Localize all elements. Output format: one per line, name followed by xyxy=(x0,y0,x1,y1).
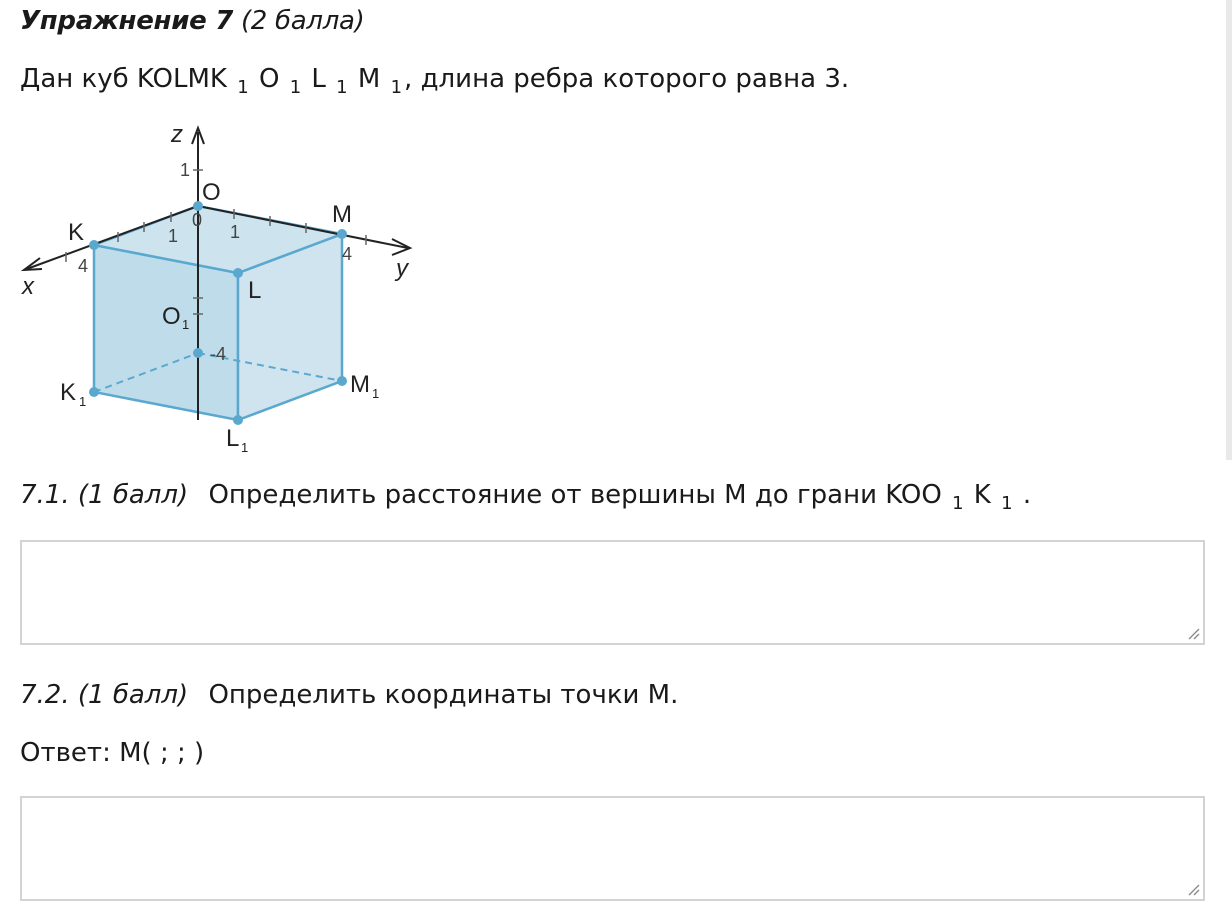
resize-handle-icon[interactable] xyxy=(1188,884,1200,896)
vertex-label-l: L xyxy=(248,277,262,304)
exercise-title xyxy=(20,6,365,36)
vertex-label-m: M xyxy=(332,201,352,228)
resize-handle-icon[interactable] xyxy=(1188,628,1200,640)
answer-label: Ответ: M( ; ; ) xyxy=(20,738,205,768)
subscript-l1: 1 xyxy=(241,440,249,455)
tick-label-x-4: 4 xyxy=(78,256,89,276)
tick-label-origin: 0 xyxy=(192,210,203,230)
intro-letter-l: L xyxy=(311,64,326,94)
subscript: 1 xyxy=(336,77,348,98)
cube-figure xyxy=(16,118,426,463)
subscript: 1 xyxy=(952,493,964,514)
tick-label-x-1: 1 xyxy=(168,226,179,246)
vertex-label-o: O xyxy=(202,179,221,206)
question-text: Определить координаты точки M. xyxy=(208,680,679,710)
subscript: 1 xyxy=(1001,493,1013,514)
exercise-points: (2 балла) xyxy=(240,6,365,36)
subscript: 1 xyxy=(237,77,249,98)
cube-front-face xyxy=(94,245,238,420)
question-number: 7.2. (1 балл) xyxy=(20,680,189,710)
question-text: Определить расстояние от вершины M до грани KOO xyxy=(208,480,942,510)
intro-text-start: Дан куб KOLMK xyxy=(20,64,227,94)
subscript-k1: 1 xyxy=(79,394,87,409)
subscript: 1 xyxy=(289,77,302,98)
question-period: . xyxy=(1022,480,1032,510)
vertex-label-l1: L xyxy=(226,425,240,452)
exercise-title-bold: Упражнение 7 xyxy=(20,6,233,36)
tick-label-z-1: 1 xyxy=(180,160,191,180)
subscript: 1 xyxy=(390,77,403,98)
cube-diagram xyxy=(16,118,426,463)
problem-statement xyxy=(20,64,849,98)
tick-label-y-4: 4 xyxy=(342,244,353,264)
intro-letter-o: O xyxy=(258,64,280,94)
tick-label-z-minus-4: -4 xyxy=(210,344,227,364)
page-scrollbar[interactable] xyxy=(1226,0,1232,460)
vertex-label-m1: M xyxy=(350,371,370,398)
vertex-label-o1: O xyxy=(162,303,181,330)
x-axis-label: x xyxy=(22,273,34,300)
question-number: 7.1. (1 балл) xyxy=(20,480,189,510)
question-7-2 xyxy=(20,680,678,710)
subscript-o1: 1 xyxy=(182,317,190,332)
subscript-m1: 1 xyxy=(372,386,380,401)
answer-textarea-7-1[interactable] xyxy=(20,540,1205,645)
intro-text-end: , длина ребра которого равна 3. xyxy=(404,64,850,94)
answer-textarea-7-2[interactable] xyxy=(20,796,1205,901)
tick-label-y-1: 1 xyxy=(230,222,241,242)
intro-letter-m: M xyxy=(357,64,381,94)
z-axis-label: z xyxy=(171,121,183,148)
vertex-label-k: K xyxy=(68,219,85,246)
question-letter-k: K xyxy=(973,480,991,510)
y-axis-label: y xyxy=(396,255,408,282)
vertex-label-k1: K xyxy=(60,379,77,406)
question-7-1 xyxy=(20,480,1031,514)
